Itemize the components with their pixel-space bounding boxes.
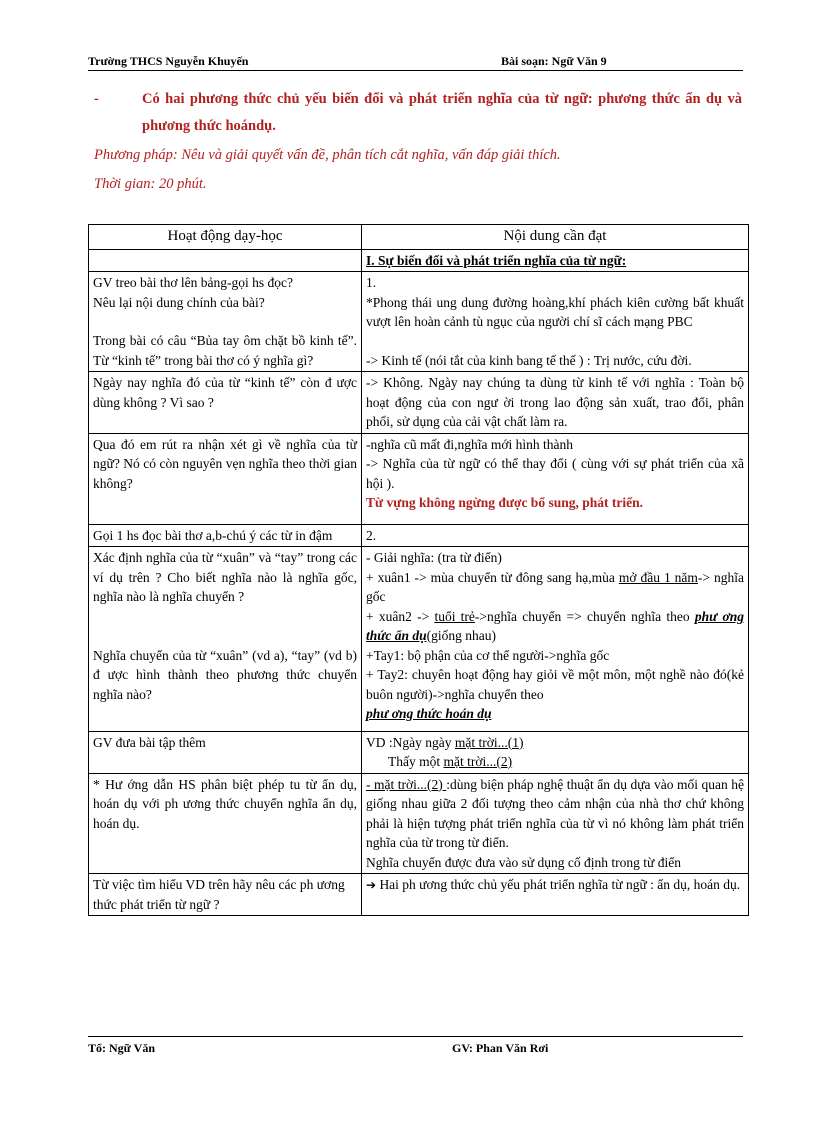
table-row	[89, 547, 749, 732]
cell-text: Nêu lại nội dung chính của bài?	[93, 294, 265, 310]
cell-text: + xuân2 -> tuổi trẻ->nghĩa chuyển => chuyển nghĩa theo phư ơng thức ẩn dụ(giống nhau)	[366, 608, 744, 643]
intro-bullet	[94, 86, 742, 140]
highlight-text: Từ vựng không ngừng được bổ sung, phát triển.	[366, 495, 643, 510]
cell-text: - mặt trời...(2) :dùng biện pháp nghệ thuật ẩn dụ dựa vào mối quan hệ giống nhau giữa 2 đối tượng theo cảm nhận của nhà thơ chứ không phải là hiện tượng phát triển nghĩa của từ vì nó không làm phát triển nghĩa của từ trong từ điển.	[366, 776, 744, 850]
table-row	[89, 249, 749, 272]
cell-text: + xuân1 -> mùa chuyển từ đông sang hạ,mùa mở đầu 1 năm-> nghĩa gốc	[366, 569, 744, 604]
cell-text: VD :Ngày ngày mặt trời...(1)	[366, 734, 524, 750]
cell-text: Hai ph ương thức chủ yếu phát triển nghĩa từ ngữ : ẩn dụ, hoán dụ.	[379, 877, 741, 892]
bullet-dash: -	[94, 91, 99, 107]
cell-text: Ngày nay nghĩa đó của từ “kinh tế” còn đ ược dùng không ? Vì sao ?	[89, 372, 362, 434]
cell-text: - Giải nghĩa: (tra từ điển)	[366, 550, 502, 565]
school-name: Trường THCS Nguyễn Khuyến	[88, 54, 249, 68]
table-header-row	[89, 225, 749, 250]
cell-text: Nghĩa chuyển của từ “xuân” (vd a), “tay” (vd b) đ ược hình thành theo phương thức chuyển nghĩa nào?	[93, 647, 357, 702]
teacher-name: GV: Phan Văn Rơi	[452, 1041, 549, 1055]
lesson-table	[88, 224, 749, 916]
cell-text: 1.	[366, 275, 377, 290]
table-row	[89, 524, 749, 547]
section-title: I. Sự biến đổi và phát triển nghĩa của từ ngữ:	[362, 249, 749, 272]
cell-text: *Phong thái ung dung đường hoàng,khí phách kiên cường bất khuất vượt lên hoàn cảnh tù ngục của người chí sĩ cách mạng PBC	[366, 294, 744, 329]
cell-text: Xác định nghĩa của từ “xuân” và “tay” trong các ví dụ trên ? Cho biết nghĩa nào là nghĩa gốc, nghĩa nào là nghĩa chuyển ?	[93, 550, 357, 604]
page-header	[88, 50, 743, 71]
cell-text: 2.	[362, 524, 749, 547]
column-header-content: Nội dung cần đạt	[362, 225, 749, 250]
bullet-text: Có hai phương thức chủ yếu biến đổi và phát triển nghĩa của từ ngữ: phương thức ẩn dụ và phương thức hoándụ.	[142, 91, 742, 134]
page-footer	[88, 1036, 743, 1057]
cell-text: GV đưa bài tập thêm	[89, 731, 362, 773]
table-row	[89, 433, 749, 524]
table-row	[89, 372, 749, 434]
cell-text: Gọi 1 hs đọc bài thơ a,b-chú ý các từ in đậm	[89, 524, 362, 547]
cell-text: -> Không. Ngày nay chúng ta dùng từ kinh tế với nghĩa : Toàn bộ hoạt động của con ngư ời trong lao động sản xuất, trao đổi, phân phối, sử dụng của cải vật chất làm ra.	[362, 372, 749, 434]
cell-text: Qua đó em rút ra nhận xét gì về nghĩa của từ ngữ? Nó có còn nguyên vẹn nghĩa theo thời gian không?	[89, 433, 362, 524]
cell-text: GV treo bài thơ lên bảng-gọi hs đọc?	[93, 275, 293, 290]
subject-title: Bài soạn: Ngữ Văn 9	[501, 54, 607, 68]
time-line: Thời gian: 20 phút.	[94, 176, 207, 192]
arrow-icon: ➔	[366, 878, 377, 892]
cell-text: +Tay1: bộ phận của cơ thể người->nghĩa gốc	[366, 647, 610, 663]
cell-text: + Tay2: chuyên hoạt động hay giỏi về một môn, một nghề nào đó(kẻ buôn người)->nghĩa chuyển theo	[366, 667, 744, 702]
cell-text: Nghĩa chuyển được đưa vào sử dụng cố định trong từ điển	[366, 854, 681, 870]
table-row	[89, 272, 749, 372]
cell-text: Thấy một mặt trời...(2)	[388, 754, 513, 769]
cell-text: -> Nghĩa của từ ngữ có thể thay đổi ( cùng với sự phát triển của xã hội ).	[366, 456, 744, 491]
cell-text: -> Kinh tế (nói tắt của kinh bang tế thế ) : Trị nước, cứu đời.	[366, 352, 692, 368]
table-row	[89, 773, 749, 874]
cell-text: Từ việc tìm hiểu VD trên hãy nêu các ph ương thức phát triển từ ngữ ?	[89, 874, 362, 916]
cell-text: Trong bài có câu “Bủa tay ôm chặt bồ kinh tế”. Từ “kinh tế” trong bài thơ có ý nghĩa gì?	[93, 333, 357, 368]
table-row	[89, 731, 749, 773]
cell-text: * Hư ớng dẫn HS phân biệt phép tu từ ẩn dụ, hoán dụ với ph ương thức chuyển nghĩa ẩn dụ, hoán dụ.	[89, 773, 362, 874]
cell-text: -nghĩa cũ mất đi,nghĩa mới hình thành	[366, 436, 573, 452]
table-row	[89, 874, 749, 916]
cell-text: phư ơng thức hoán dụ	[366, 706, 492, 721]
column-header-activities: Hoạt động dạy-học	[89, 225, 362, 250]
method-line: Phương pháp: Nêu và giải quyết vấn đề, phân tích cắt nghĩa, vấn đáp giải thích.	[94, 147, 561, 163]
group-name: Tổ: Ngữ Văn	[88, 1041, 155, 1055]
